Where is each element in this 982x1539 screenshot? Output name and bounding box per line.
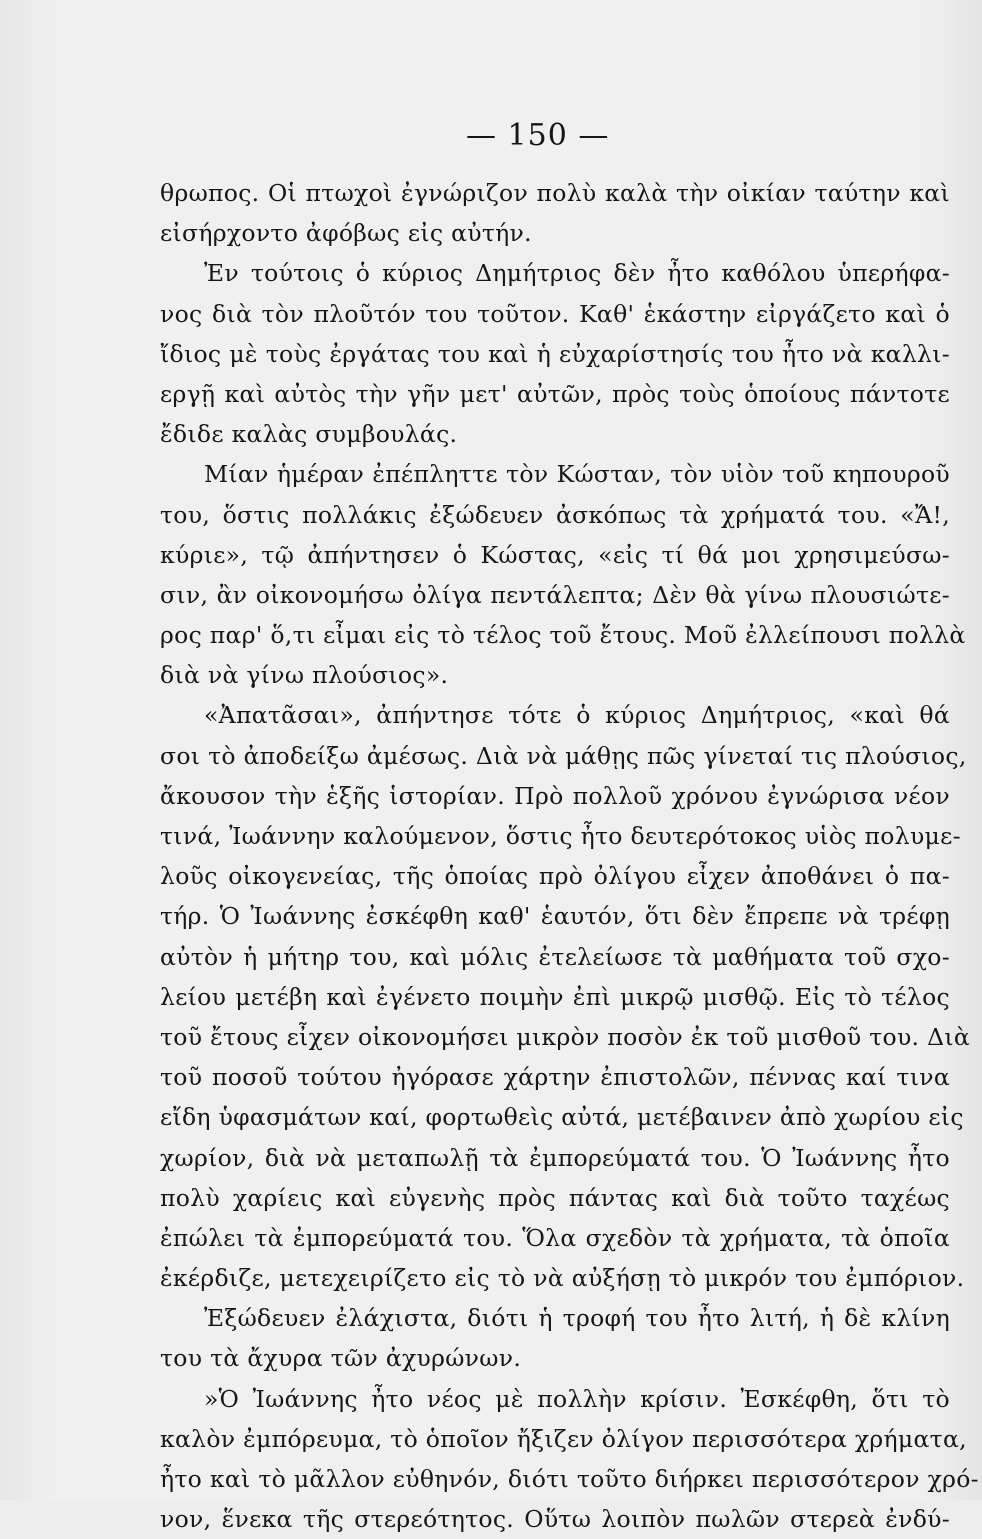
text-line: «Ἀπατᾶσαι», ἀπήντησε τότε ὁ κύριος Δημήτριος, «καὶ θά <box>204 701 950 730</box>
text-line: ἔδιδε καλὰς συμβουλάς. <box>160 420 458 449</box>
text-line: εἴδη ὑφασμάτων καί, φορτωθεὶς αὐτά, μετέβαινεν ἀπὸ χωρίου εἰς <box>160 1103 964 1132</box>
text-line: τοῦ ἔτους εἶχεν οἰκονομήσει μικρὸν ποσὸν ἐκ τοῦ μισθοῦ του. Διὰ <box>160 1022 971 1051</box>
text-line: καλὸν ἐμπόρευμα, τὸ ὁποῖον ἤξιζεν ὀλίγον περισσότερα χρήματα, <box>160 1424 967 1453</box>
text-line: Ἐν τούτοις ὁ κύριος Δημήτριος δὲν ἦτο καθόλου ὑπερήφα- <box>204 259 950 288</box>
text-line: τοῦ ποσοῦ τούτου ἠγόρασε χάρτην ἐπιστολῶν, πέννας καί τινα <box>160 1063 950 1092</box>
text-line: κύριε», τῷ ἀπήντησεν ὁ Κώστας, «εἰς τί θά μοι χρησιμεύσω- <box>160 540 950 569</box>
text-line: ἐπώλει τὰ ἐμπορεύματά του. Ὅλα σχεδὸν τὰ χρήματα, τὰ ὁποῖα <box>160 1223 950 1252</box>
text-line: αὐτὸν ἡ μήτηρ του, καὶ μόλις ἐτελείωσε τὰ μαθήματα τοῦ σχο- <box>160 942 950 971</box>
text-line: νον, ἕνεκα τῆς στερεότητος. Οὕτω λοιπὸν πωλῶν στερεὰ ἐνδύ- <box>160 1505 950 1534</box>
text-line: ἴδιος μὲ τοὺς ἐργάτας του καὶ ἡ εὐχαρίστησίς του ἦτο νὰ καλλι- <box>160 339 950 368</box>
text-line: λοῦς οἰκογενείας, τῆς ὁποίας πρὸ ὀλίγου εἶχεν ἀποθάνει ὁ πα- <box>160 862 950 891</box>
text-line: νος διὰ τὸν πλοῦτόν του τοῦτον. Καθ' ἑκάστην εἰργάζετο καὶ ὁ <box>160 299 950 328</box>
text-line: πολὺ χαρίεις καὶ εὐγενὴς πρὸς πάντας καὶ διὰ τοῦτο ταχέως <box>160 1183 950 1212</box>
text-line: »Ὁ Ἰωάννης ἦτο νέος μὲ πολλὴν κρίσιν. Ἐσκέφθη, ὅτι τὸ <box>204 1384 950 1413</box>
text-line: Μίαν ἡμέραν ἐπέπληττε τὸν Κώσταν, τὸν υἱὸν τοῦ κηπουροῦ <box>204 460 950 489</box>
text-line: θρωπος. Οἱ πτωχοὶ ἐγνώριζον πολὺ καλὰ τὴν οἰκίαν ταύτην καὶ <box>160 179 950 207</box>
text-line: διὰ νὰ γίνω πλούσιος». <box>160 661 449 690</box>
text-line: του τὰ ἄχυρα τῶν ἀχυρώνων. <box>160 1344 522 1373</box>
body-text <box>160 173 979 1539</box>
text-line: ἦτο καὶ τὸ μᾶλλον εὐθηνόν, διότι τοῦτο διήρκει περισσότερον χρό- <box>160 1465 979 1493</box>
text-line: ἐκέρδιζε, μετεχειρίζετο εἰς τὸ νὰ αὐξήσῃ τὸ μικρόν του ἐμπόριον. <box>160 1264 965 1293</box>
text-line: εργῇ καὶ αὐτὸς τὴν γῆν μετ' αὐτῶν, πρὸς τοὺς ὁποίους πάντοτε <box>160 379 950 408</box>
text-line: χωρίον, διὰ νὰ μεταπωλῇ τὰ ἐμπορεύματά του. Ὁ Ἰωάννης ἦτο <box>160 1143 950 1172</box>
text-line: τινά, Ἰωάννην καλούμενον, ὅστις ἦτο δευτερότοκος υἱὸς πολυμε- <box>160 822 961 850</box>
text-line: του, ὅστις πολλάκις ἐξώδευεν ἀσκόπως τὰ χρήματά του. «Ἄ!, <box>160 500 950 529</box>
text-line: εἰσήρχοντο ἀφόβως εἰς αὐτήν. <box>160 219 532 248</box>
page-number: — 150 — <box>466 118 610 153</box>
text-line: ρος παρ' ὅ,τι εἶμαι εἰς τὸ τέλος τοῦ ἔτους. Μοῦ ἐλλείπουσι πολλὰ <box>160 621 966 650</box>
text-line: σοι τὸ ἀποδείξω ἀμέσως. Διὰ νὰ μάθῃς πῶς γίνεταί τις πλούσιος, <box>160 741 967 770</box>
text-line: ἄκουσον τὴν ἑξῆς ἱστορίαν. Πρὸ πολλοῦ χρόνου ἐγνώρισα νέον <box>160 781 950 810</box>
text-line: τήρ. Ὁ Ἰωάννης ἐσκέφθη καθ' ἑαυτόν, ὅτι δὲν ἔπρεπε νὰ τρέφῃ <box>160 902 950 931</box>
text-line: λείου μετέβη καὶ ἐγένετο ποιμὴν ἐπὶ μικρῷ μισθῷ. Εἰς τὸ τέλος <box>160 982 950 1011</box>
text-line: σιν, ἂν οἰκονομήσω ὀλίγα πεντάλεπτα; Δὲν θὰ γίνω πλουσιώτε- <box>160 580 950 609</box>
text-line: Ἐξώδευεν ἐλάχιστα, διότι ἡ τροφή του ἦτο λιτή, ἡ δὲ κλίνη <box>204 1304 950 1333</box>
